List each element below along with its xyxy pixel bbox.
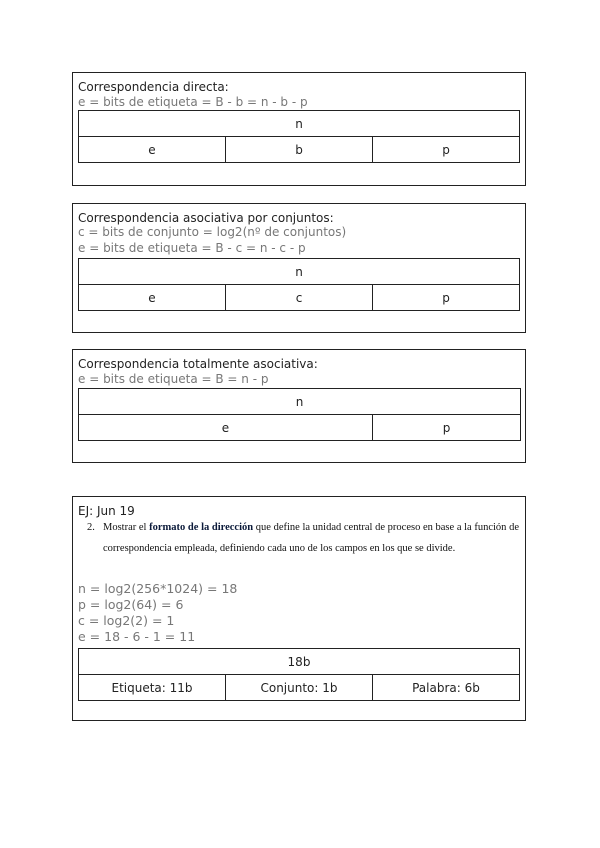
tag-bits-formula: e = bits de etiqueta = B - c = n - c - p	[78, 241, 306, 255]
word-field-cell: p	[373, 415, 521, 441]
address-total-cell: 18b	[79, 649, 520, 675]
word-field-cell: p	[373, 137, 520, 163]
direct-mapping-title: Correspondencia directa:	[78, 80, 229, 94]
word-field-cell: p	[373, 285, 520, 311]
set-bits-formula: c = bits de conjunto = log2(nº de conjuntos)	[78, 225, 347, 239]
problem-text	[103, 517, 519, 559]
fully-associative-table	[78, 388, 521, 441]
example-address-table	[78, 648, 520, 701]
address-total-cell: n	[79, 111, 520, 137]
problem-text-start: Mostrar el	[103, 522, 150, 533]
direct-mapping-box	[72, 72, 526, 186]
set-field-cell: Conjunto: 1b	[226, 675, 373, 701]
address-total-cell: n	[79, 259, 520, 285]
example-title: EJ: Jun 19	[78, 504, 135, 518]
problem-text-bold: formato de la dirección	[149, 522, 254, 533]
direct-mapping-table	[78, 110, 520, 163]
word-field-cell: Palabra: 6b	[373, 675, 520, 701]
address-total-cell: n	[79, 389, 521, 415]
calc-line-e: e = 18 - 6 - 1 = 11	[78, 629, 196, 644]
tag-field-cell: e	[79, 415, 373, 441]
exam-problem-statement	[87, 517, 519, 559]
set-associative-title: Correspondencia asociativa por conjuntos:	[78, 211, 334, 225]
calc-line-c: c = log2(2) = 1	[78, 613, 175, 628]
set-associative-box	[72, 203, 526, 333]
fully-associative-box	[72, 349, 526, 463]
tag-field-cell: Etiqueta: 11b	[79, 675, 226, 701]
fully-associative-formula: e = bits de etiqueta = B = n - p	[78, 372, 269, 386]
tag-field-cell: e	[79, 137, 226, 163]
block-field-cell: b	[226, 137, 373, 163]
set-associative-table	[78, 258, 520, 311]
fully-associative-title: Correspondencia totalmente asociativa:	[78, 357, 318, 371]
direct-mapping-formula: e = bits de etiqueta = B - b = n - b - p	[78, 95, 308, 109]
calc-line-p: p = log2(64) = 6	[78, 597, 184, 612]
tag-field-cell: e	[79, 285, 226, 311]
problem-number: 2.	[87, 522, 95, 533]
example-box	[72, 496, 526, 721]
calc-line-n: n = log2(256*1024) = 18	[78, 581, 238, 596]
set-field-cell: c	[226, 285, 373, 311]
problem-text-end: que define la unidad central de proceso en base a la función de correspondencia empleada, definiendo cada uno de los campos en los que se divide.	[103, 522, 519, 554]
